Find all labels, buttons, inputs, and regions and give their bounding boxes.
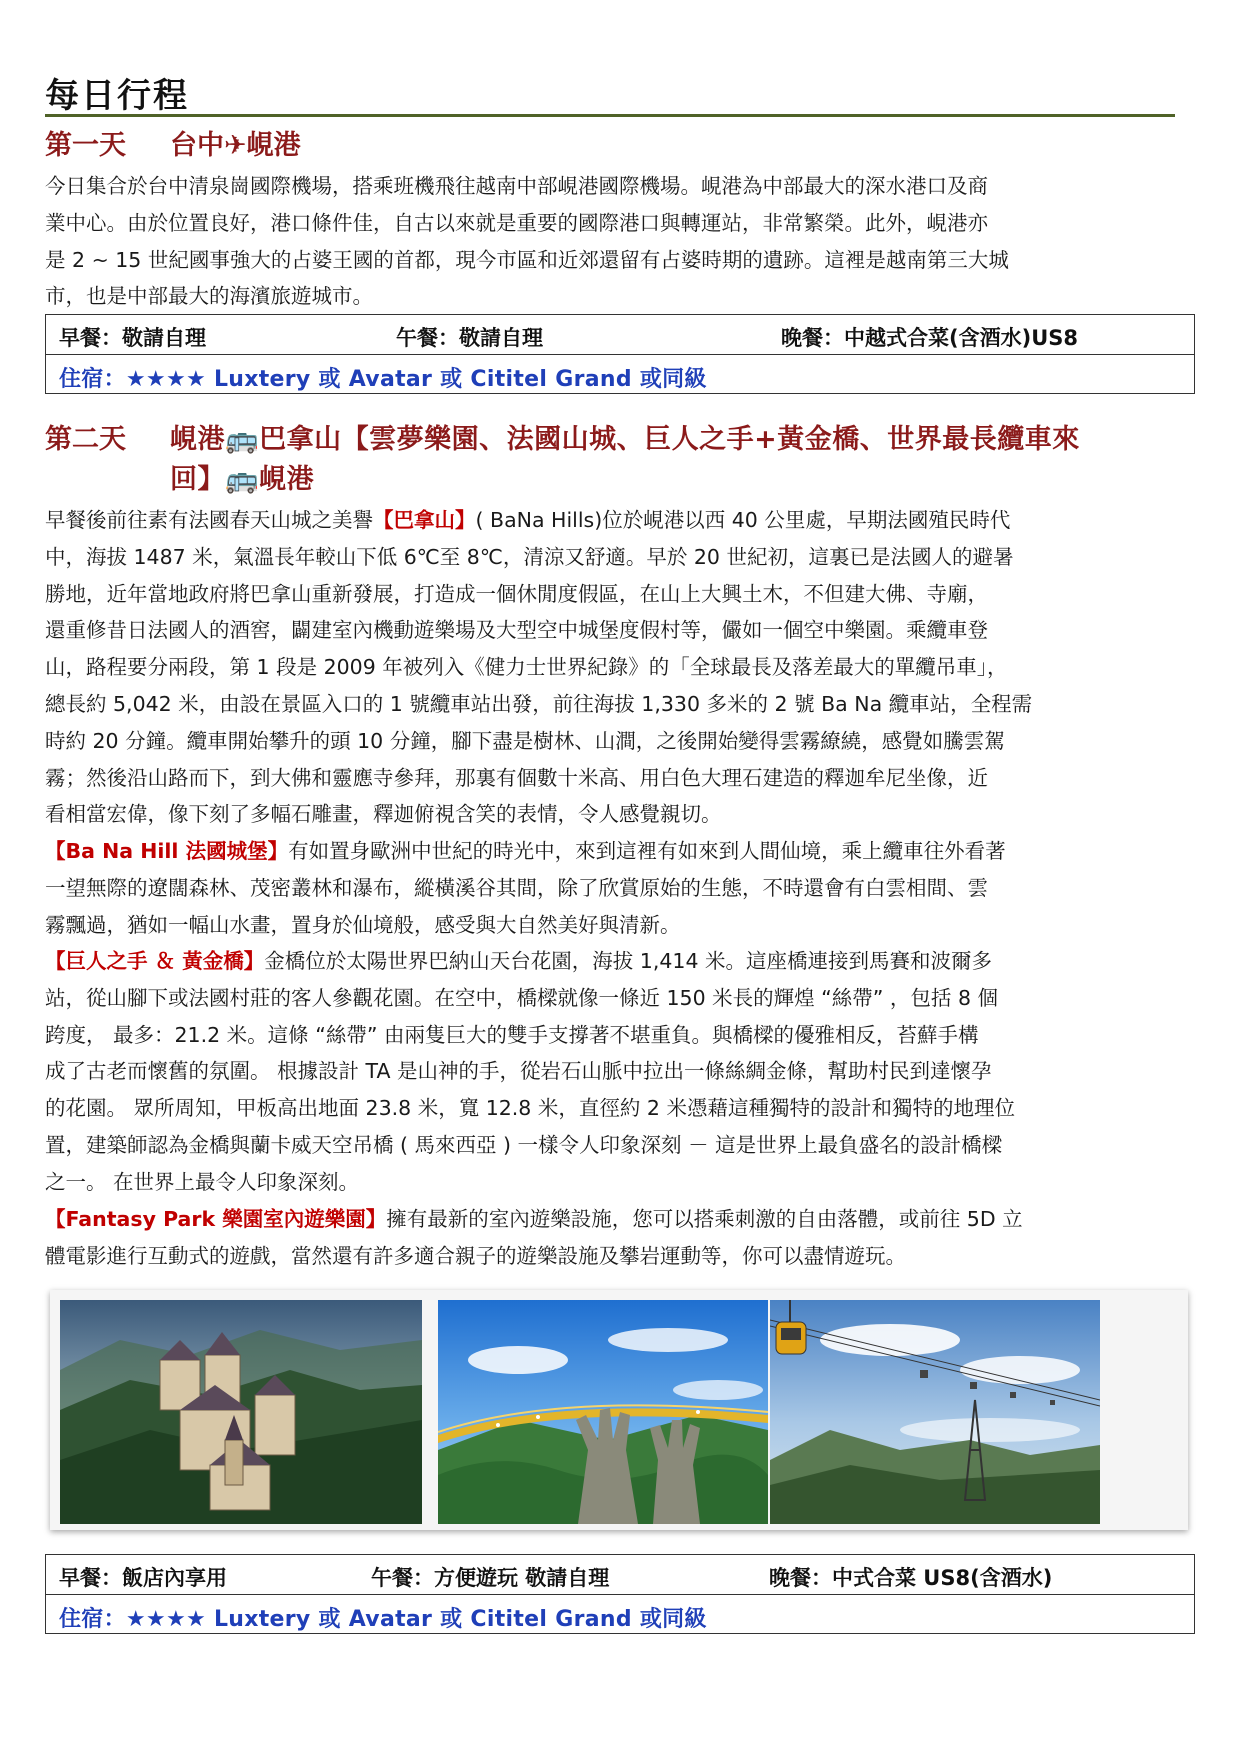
day2-p3-line: 之一。 在世界上最令人印象深刻。 bbox=[45, 1169, 360, 1194]
day2-p3-line: 金橋位於太陽世界巴納山天台花園，海拔 1,414 米。這座橋連接到馬賽和波爾多 bbox=[264, 949, 992, 973]
french-castle-village-photo bbox=[60, 1300, 422, 1524]
day2-p3-line: 的花園。 眾所周知，甲板高出地面 23.8 米，寬 12.8 米，直徑約 2 米憑藉這種獨特的設計和獨特的地理位 bbox=[45, 1096, 1015, 1121]
day2-lunch: 午餐：方便遊玩 敬請自理 bbox=[371, 1566, 610, 1590]
page-heading: 每日行程 bbox=[45, 76, 189, 116]
golden-bridge-highlight: 【巨人之手 ＆ 黃金橋】 bbox=[45, 949, 265, 973]
day2-p1-line: 勝地，近年當地政府將巴拿山重新發展，打造成一個休閒度假區，在山上大興土木，不但建大佛、寺廟， bbox=[45, 581, 988, 606]
fantasy-park-highlight: 【Fantasy Park 樂園室內遊樂園】 bbox=[45, 1207, 387, 1231]
day2-p1-lead: 早餐後前往素有法國春天山城之美譽 bbox=[45, 508, 373, 532]
day1-meal-row bbox=[46, 315, 1194, 355]
day2-p4-line: 體電影進行互動式的遊戲，當然還有許多適合親子的遊樂設施及攀岩運動等，你可以盡情遊玩。 bbox=[45, 1243, 906, 1268]
day1-hotel-row bbox=[46, 355, 1194, 393]
day1-breakfast: 早餐：敬請自理 bbox=[59, 326, 206, 350]
day2-destination-line1: 峴港🚌巴拿山【雲夢樂園、法國山城、巨人之手+黃金橋、世界最長纜車來 bbox=[170, 424, 1080, 455]
day2-title bbox=[45, 420, 1205, 500]
day1-dinner: 晚餐：中越式合菜(含酒水)US8 bbox=[781, 326, 1078, 350]
cable-car-photo bbox=[770, 1300, 1100, 1524]
day2-paragraph-golden-bridge bbox=[45, 943, 1197, 1201]
day2-p1-line: 時約 20 分鐘。纜車開始攀升的頭 10 分鐘，腳下盡是樹林、山澗，之後開始變得雲霧繚繞，感覺如騰雲駕 bbox=[45, 728, 1005, 753]
day2-p1-line: 總長約 5,042 米，由設在景區入口的 1 號纜車站出發，前往海拔 1,330 多米的 2 號 Ba Na 纜車站，全程需 bbox=[45, 691, 1033, 716]
bana-hills-highlight: 【巴拿山】 bbox=[373, 508, 476, 532]
day2-hotel-row bbox=[46, 1595, 1194, 1633]
day1-lunch: 午餐：敬請自理 bbox=[396, 326, 543, 350]
day2-paragraph-french-castle bbox=[45, 833, 1197, 943]
day2-p1-line: 霧；然後沿山路而下，到大佛和靈應寺參拜，那裏有個數十米高、用白色大理石建造的釋迦牟尼坐像，近 bbox=[45, 765, 988, 790]
day2-destination-line2: 回】🚌峴港 bbox=[170, 464, 315, 495]
day1-line: 市，也是中部最大的海濱旅遊城市。 bbox=[45, 284, 373, 309]
day1-destination: 台中✈峴港 bbox=[170, 130, 301, 161]
french-castle-highlight: 【Ba Na Hill 法國城堡】 bbox=[45, 839, 289, 863]
day1-number: 第一天 bbox=[45, 130, 126, 161]
day1-line: 業中心。由於位置良好，港口條件佳，自古以來就是重要的國際港口與轉運站，非常繁榮。此外，峴港亦 bbox=[45, 210, 988, 235]
day2-p3-line: 成了古老而懷舊的氛圍。 根據設計 TA 是山神的手，從岩石山脈中拉出一條絲綢金條，幫助村民到達懷孕 bbox=[45, 1059, 992, 1084]
day1-line: 今日集合於台中清泉崗國際機場，搭乘班機飛往越南中部峴港國際機場。峴港為中部最大的深水港口及商 bbox=[45, 174, 988, 198]
day2-p3-line: 站，從山腳下或法國村莊的客人參觀花園。在空中，橋樑就像一條近 150 米長的輝煌 “絲帶” ，包括 8 個 bbox=[45, 985, 999, 1010]
day2-p3-line: 跨度， 最多：21.2 米。這條 “絲帶” 由兩隻巨大的雙手支撐著不堪重負。與橋樑的優雅相反，苔蘚手構 bbox=[45, 1022, 979, 1047]
day1-title bbox=[45, 126, 301, 166]
day2-p2-line: 有如置身歐洲中世紀的時光中，來到這裡有如來到人間仙境，乘上纜車往外看著 bbox=[288, 839, 1006, 863]
day2-number: 第二天 bbox=[45, 424, 126, 455]
heading-divider bbox=[45, 114, 1175, 117]
day2-p3-line: 置，建築師認為金橋與蘭卡威天空吊橋 ( 馬來西亞 ) 一樣令人印象深刻 － 這是世界上最負盛名的設計橋樑 bbox=[45, 1132, 1003, 1157]
day2-p1-line: 山，路程要分兩段，第 1 段是 2009 年被列入《健力士世界紀錄》的「全球最長及落差最大的單纜吊車」， bbox=[45, 655, 1008, 680]
day1-hotel: 住宿：★★★★ Luxtery 或 Avatar 或 Cititel Grand 或同級 bbox=[59, 367, 707, 392]
day2-dinner: 晚餐：中式合菜 US8(含酒水) bbox=[769, 1566, 1053, 1590]
photo-strip bbox=[50, 1290, 1188, 1530]
day1-line: 是 2 ~ 15 世紀國事強大的占婆王國的首都，現今市區和近郊還留有占婆時期的遺跡。這裡是越南第三大城 bbox=[45, 247, 1009, 272]
day1-meal-box bbox=[45, 314, 1195, 394]
day2-hotel: 住宿：★★★★ Luxtery 或 Avatar 或 Cititel Grand 或同級 bbox=[59, 1607, 707, 1632]
day2-paragraph-fantasy-park bbox=[45, 1201, 1197, 1275]
golden-bridge-hands-photo bbox=[438, 1300, 768, 1524]
day2-breakfast: 早餐：飯店內享用 bbox=[59, 1566, 227, 1590]
day2-p1-line: ( BaNa Hills)位於峴港以西 40 公里處，早期法國殖民時代 bbox=[475, 508, 1011, 532]
day2-meal-row bbox=[46, 1555, 1194, 1595]
day2-p4-line: 擁有最新的室內遊樂設施，您可以搭乘刺激的自由落體，或前往 5D 立 bbox=[386, 1207, 1023, 1231]
day1-description bbox=[45, 168, 1197, 315]
day2-p1-line: 還重修昔日法國人的酒窖，闢建室內機動遊樂場及大型空中城堡度假村等，儼如一個空中樂園。乘纜車登 bbox=[45, 618, 988, 643]
day2-p2-line: 霧飄過，猶如一幅山水畫，置身於仙境般，感受與大自然美好與清新。 bbox=[45, 912, 681, 937]
day2-p1-line: 中，海拔 1487 米，氣溫長年較山下低 6℃至 8℃，清涼又舒適。早於 20 世紀初，這裏已是法國人的避暑 bbox=[45, 544, 1014, 569]
day2-paragraph-bana-hills bbox=[45, 502, 1197, 833]
day2-p2-line: 一望無際的遼闊森林、茂密叢林和瀑布，縱橫溪谷其間，除了欣賞原始的生態，不時還會有白雲相間、雲 bbox=[45, 875, 988, 900]
day2-p1-line: 看相當宏偉，像下刻了多幅石雕畫，釋迦俯視含笑的表情，令人感覺親切。 bbox=[45, 802, 722, 827]
day2-destination bbox=[170, 420, 1170, 500]
day2-meal-box bbox=[45, 1554, 1195, 1634]
